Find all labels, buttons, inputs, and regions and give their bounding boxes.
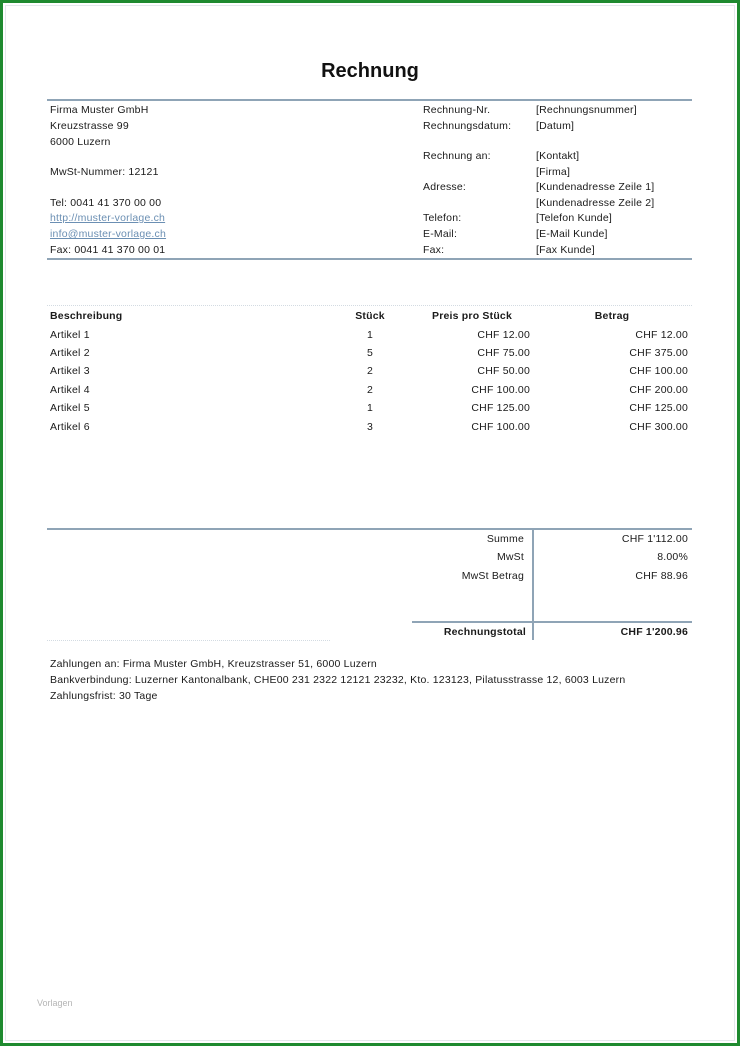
cell-amount: CHF 12.00 <box>635 329 688 341</box>
bank-info: Bankverbindung: Luzerner Kantonalbank, CHE00 231 2322 12121 23232, Kto. 123123, Pilatusstrasse 12, 6003 Luzern <box>50 674 626 686</box>
info-label: E-Mail: <box>423 228 458 240</box>
mwst-label: MwSt <box>496 551 524 563</box>
sender-email-link[interactable]: info@muster-vorlage.ch <box>50 228 167 240</box>
mwst-betrag-value: CHF 88.96 <box>635 570 688 582</box>
totals-divider <box>532 528 534 640</box>
cell-unit-price: CHF 75.00 <box>477 347 530 359</box>
info-value: [Datum] <box>536 120 575 132</box>
header-top-rule <box>47 99 692 101</box>
sender-city: 6000 Luzern <box>50 136 111 148</box>
cell-description: Artikel 4 <box>50 384 90 396</box>
watermark: Vorlagen <box>37 998 73 1008</box>
mwst-value: 8.00% <box>657 551 688 563</box>
table-header-preis: Preis pro Stück <box>431 310 513 322</box>
table-header-stueck: Stück <box>355 310 385 322</box>
sender-company: Firma Muster GmbH <box>50 104 149 116</box>
info-value: [Rechnungsnummer] <box>536 104 637 116</box>
cell-description: Artikel 5 <box>50 402 90 414</box>
total-left-rule <box>47 640 330 641</box>
cell-unit-price: CHF 100.00 <box>471 384 530 396</box>
cell-description: Artikel 6 <box>50 421 90 433</box>
cell-quantity: 1 <box>366 329 374 341</box>
info-value: [Kundenadresse Zeile 1] <box>536 181 655 193</box>
total-label: Rechnungstotal <box>443 626 526 638</box>
cell-amount: CHF 300.00 <box>629 421 688 433</box>
mwst-betrag-label: MwSt Betrag <box>461 570 524 582</box>
summe-label: Summe <box>486 533 524 545</box>
info-label: Rechnung-Nr. <box>423 104 491 116</box>
cell-quantity: 3 <box>366 421 374 433</box>
info-value: [E-Mail Kunde] <box>536 228 608 240</box>
table-header-beschreibung: Beschreibung <box>50 310 123 322</box>
document-title: Rechnung <box>321 60 419 82</box>
info-label: Telefon: <box>423 212 462 224</box>
cell-unit-price: CHF 12.00 <box>477 329 530 341</box>
sender-vat: MwSt-Nummer: 12121 <box>50 166 159 178</box>
table-top-rule <box>47 305 692 306</box>
sender-street: Kreuzstrasse 99 <box>50 120 129 132</box>
cell-amount: CHF 200.00 <box>629 384 688 396</box>
cell-quantity: 2 <box>366 365 374 377</box>
cell-unit-price: CHF 125.00 <box>471 402 530 414</box>
summe-value: CHF 1'112.00 <box>621 533 688 545</box>
cell-unit-price: CHF 50.00 <box>477 365 530 377</box>
info-label: Rechnung an: <box>423 150 491 162</box>
cell-quantity: 2 <box>366 384 374 396</box>
cell-quantity: 1 <box>366 402 374 414</box>
cell-unit-price: CHF 100.00 <box>471 421 530 433</box>
info-label: Adresse: <box>423 181 467 193</box>
cell-quantity: 5 <box>366 347 374 359</box>
cell-amount: CHF 100.00 <box>629 365 688 377</box>
sender-web-link[interactable]: http://muster-vorlage.ch <box>50 212 166 224</box>
info-value: [Kontakt] <box>536 150 580 162</box>
info-value: [Firma] <box>536 166 571 178</box>
totals-top-rule <box>47 528 692 530</box>
info-value: [Fax Kunde] <box>536 244 595 256</box>
cell-amount: CHF 375.00 <box>629 347 688 359</box>
table-header-betrag: Betrag <box>594 310 630 322</box>
total-rule <box>412 621 692 623</box>
payment-info: Zahlungen an: Firma Muster GmbH, Kreuzstrasser 51, 6000 Luzern <box>50 658 377 670</box>
document-page <box>5 5 735 1041</box>
total-value: CHF 1'200.96 <box>620 626 688 638</box>
cell-amount: CHF 125.00 <box>629 402 688 414</box>
info-label: Fax: <box>423 244 445 256</box>
cell-description: Artikel 3 <box>50 365 90 377</box>
info-label: Rechnungsdatum: <box>423 120 512 132</box>
info-value: [Telefon Kunde] <box>536 212 612 224</box>
cell-description: Artikel 1 <box>50 329 90 341</box>
sender-tel: Tel: 0041 41 370 00 00 <box>50 197 162 209</box>
cell-description: Artikel 2 <box>50 347 90 359</box>
payment-terms: Zahlungsfrist: 30 Tage <box>50 690 158 702</box>
info-value: [Kundenadresse Zeile 2] <box>536 197 655 209</box>
sender-fax: Fax: 0041 41 370 00 01 <box>50 244 166 256</box>
header-bottom-rule <box>47 258 692 260</box>
